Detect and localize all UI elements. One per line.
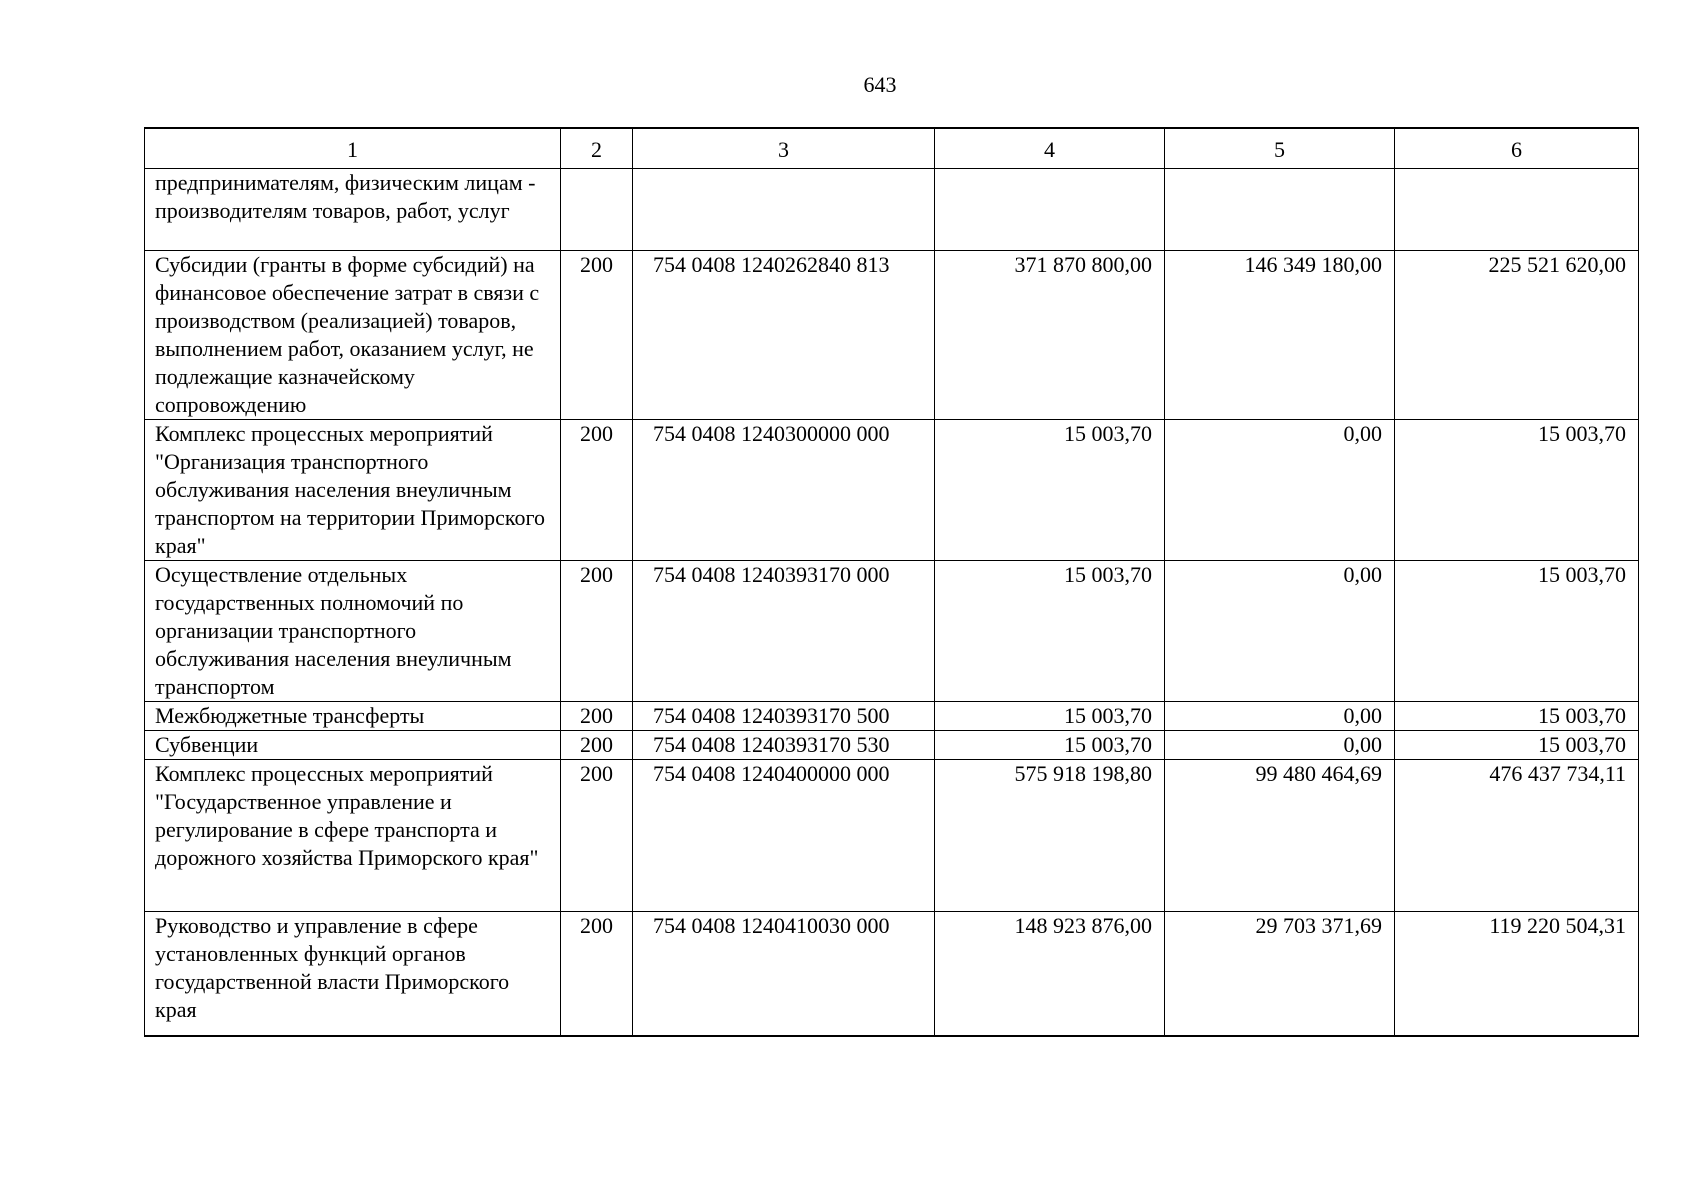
- row-kbk: 754 0408 1240410030 000: [633, 912, 935, 1036]
- row-name: Субсидии (гранты в форме субсидий) на финансовое обеспечение затрат в связи с производством (реализацией) товаров, выполнением работ, оказанием услуг, не подлежащие казначейскому сопровождению: [145, 251, 561, 420]
- row-col5: 99 480 464,69: [1165, 760, 1395, 912]
- table-header-row: [145, 128, 1639, 169]
- row-col4: 15 003,70: [935, 702, 1165, 731]
- row-code: 200: [561, 420, 633, 561]
- row-code: 200: [561, 251, 633, 420]
- row-code: 200: [561, 912, 633, 1036]
- budget-table: [144, 127, 1639, 1037]
- row-name: Комплекс процессных мероприятий "Организация транспортного обслуживания населения внеуличным транспортом на территории Приморского края": [145, 420, 561, 561]
- table-row: [145, 169, 1639, 251]
- column-header-5: 5: [1165, 128, 1395, 169]
- row-kbk: [633, 169, 935, 251]
- row-col4: [935, 169, 1165, 251]
- row-col6: 15 003,70: [1395, 420, 1639, 561]
- row-col5: 0,00: [1165, 420, 1395, 561]
- table-row: [145, 420, 1639, 561]
- row-col6: 15 003,70: [1395, 702, 1639, 731]
- row-name: Комплекс процессных мероприятий "Государственное управление и регулирование в сфере транспорта и дорожного хозяйства Приморского края": [145, 760, 561, 912]
- column-header-3: 3: [633, 128, 935, 169]
- row-col6: 15 003,70: [1395, 731, 1639, 760]
- row-kbk: 754 0408 1240400000 000: [633, 760, 935, 912]
- row-col6: 119 220 504,31: [1395, 912, 1639, 1036]
- column-header-6: 6: [1395, 128, 1639, 169]
- row-name: Субвенции: [145, 731, 561, 760]
- row-col5: 0,00: [1165, 702, 1395, 731]
- row-col4: 148 923 876,00: [935, 912, 1165, 1036]
- page-number: 643: [863, 72, 897, 97]
- row-code: 200: [561, 561, 633, 702]
- row-kbk: 754 0408 1240393170 000: [633, 561, 935, 702]
- row-kbk: 754 0408 1240393170 500: [633, 702, 935, 731]
- row-col5: 146 349 180,00: [1165, 251, 1395, 420]
- row-code: 200: [561, 731, 633, 760]
- row-kbk: 754 0408 1240300000 000: [633, 420, 935, 561]
- row-col5: 0,00: [1165, 731, 1395, 760]
- row-col5: [1165, 169, 1395, 251]
- row-name: предпринимателям, физическим лицам - производителям товаров, работ, услуг: [145, 169, 561, 251]
- row-col6: 15 003,70: [1395, 561, 1639, 702]
- table-row: [145, 731, 1639, 760]
- row-col4: 15 003,70: [935, 420, 1165, 561]
- row-code: 200: [561, 760, 633, 912]
- row-col5: 0,00: [1165, 561, 1395, 702]
- row-col4: 575 918 198,80: [935, 760, 1165, 912]
- table-row: [145, 760, 1639, 912]
- row-col6: 225 521 620,00: [1395, 251, 1639, 420]
- column-header-1: 1: [145, 128, 561, 169]
- row-name: Осуществление отдельных государственных полномочий по организации транспортного обслуживания населения внеуличным транспортом: [145, 561, 561, 702]
- row-col4: 15 003,70: [935, 561, 1165, 702]
- column-header-2: 2: [561, 128, 633, 169]
- row-col6: 476 437 734,11: [1395, 760, 1639, 912]
- row-col6: [1395, 169, 1639, 251]
- row-col5: 29 703 371,69: [1165, 912, 1395, 1036]
- row-name: Межбюджетные трансферты: [145, 702, 561, 731]
- table-row: [145, 251, 1639, 420]
- row-col4: 15 003,70: [935, 731, 1165, 760]
- row-name: Руководство и управление в сфере установленных функций органов государственной власти Приморского края: [145, 912, 561, 1036]
- table-row: [145, 702, 1639, 731]
- row-kbk: 754 0408 1240393170 530: [633, 731, 935, 760]
- row-kbk: 754 0408 1240262840 813: [633, 251, 935, 420]
- column-header-4: 4: [935, 128, 1165, 169]
- row-code: 200: [561, 702, 633, 731]
- table-row: [145, 561, 1639, 702]
- table-row: [145, 912, 1639, 1036]
- row-col4: 371 870 800,00: [935, 251, 1165, 420]
- row-code: [561, 169, 633, 251]
